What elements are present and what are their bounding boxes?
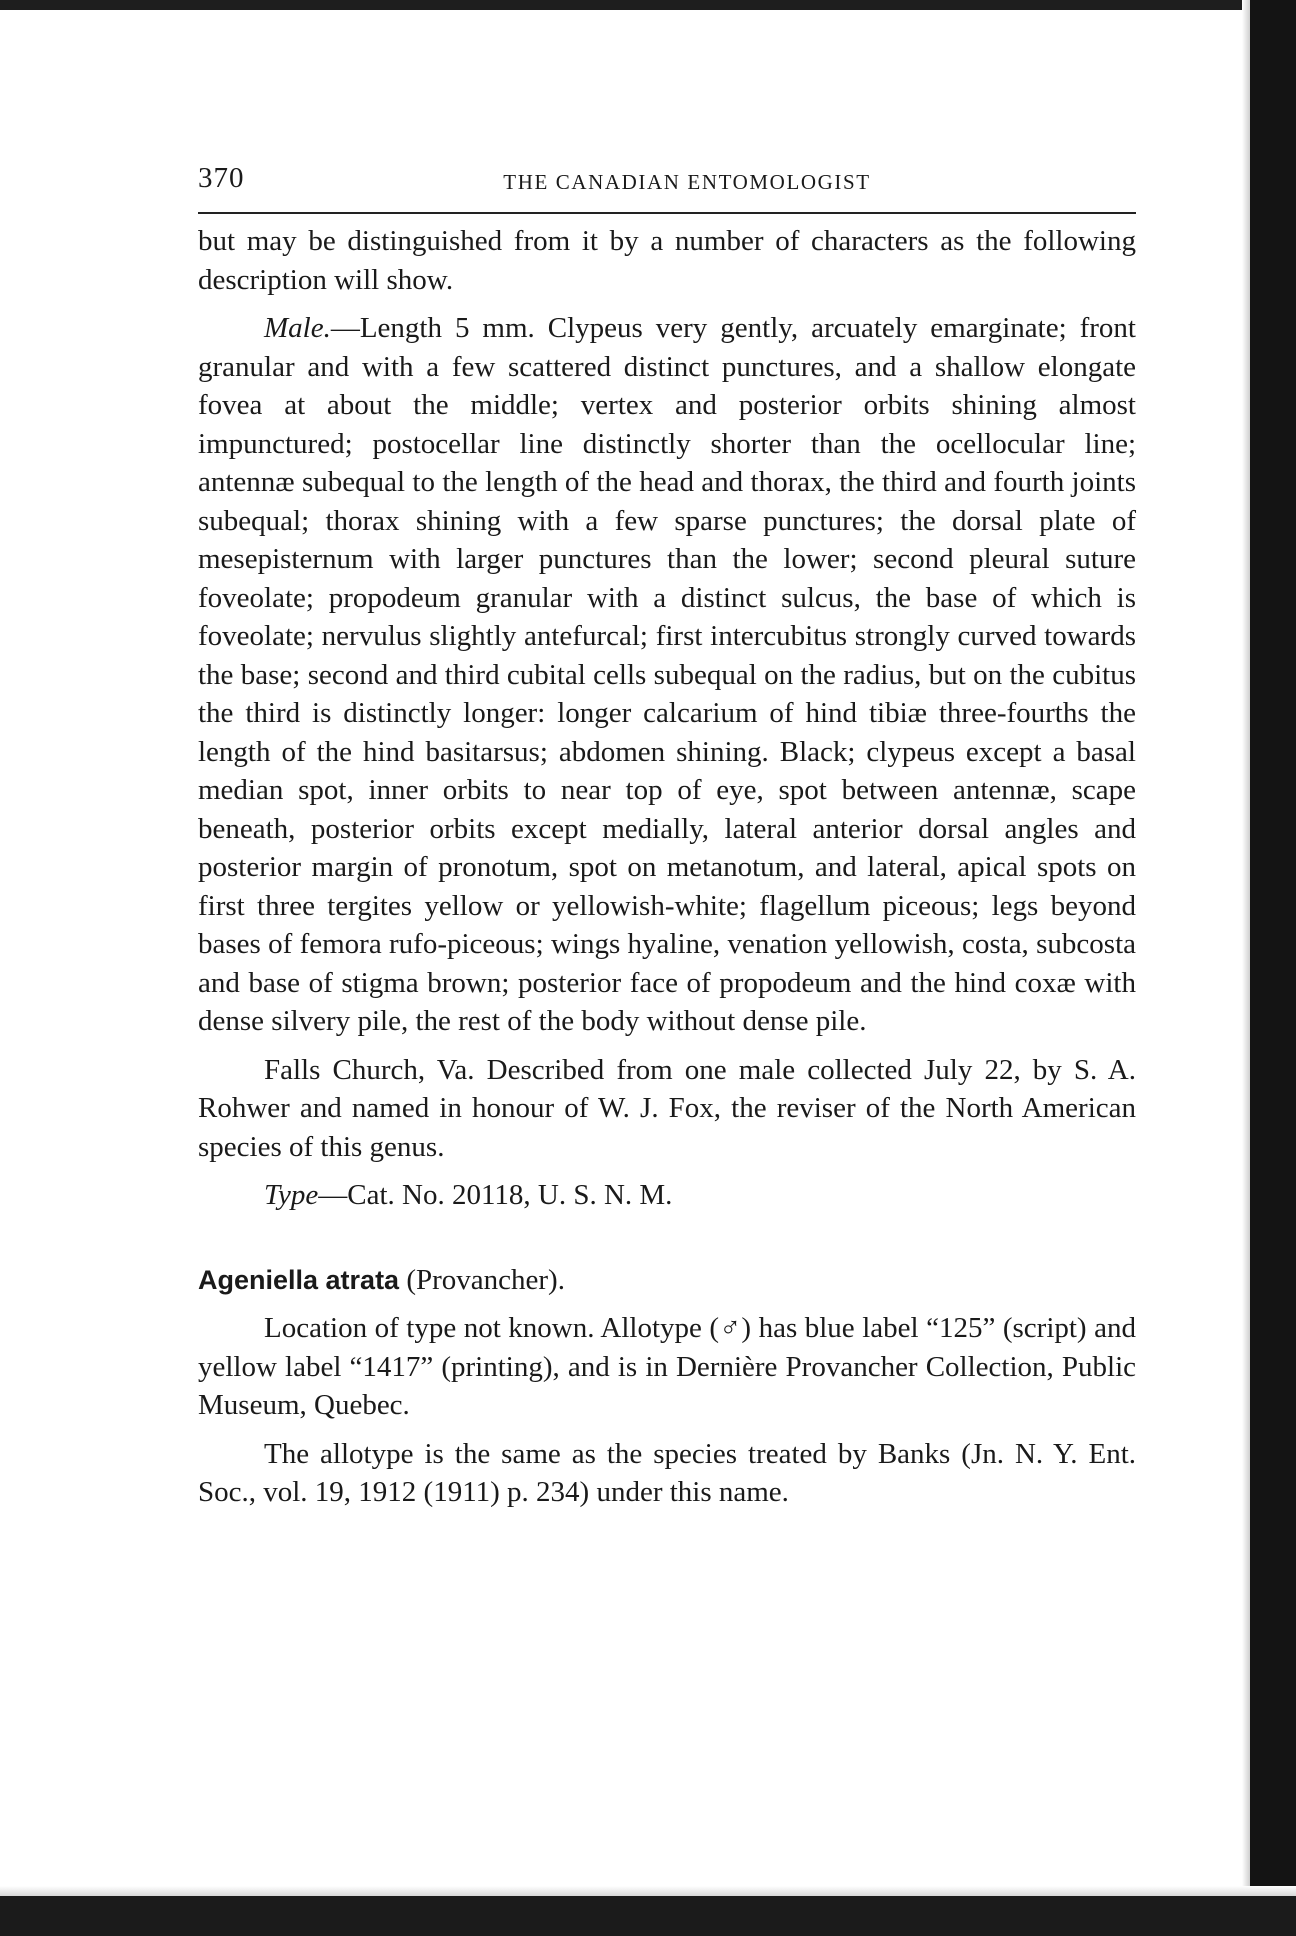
scan-border-right [1250, 0, 1296, 1936]
header-rule [198, 212, 1136, 214]
page-number: 370 [198, 162, 245, 194]
journal-title: THE CANADIAN ENTOMOLOGIST [503, 170, 871, 194]
species-heading [198, 1261, 1136, 1300]
male-description-text: —Length 5 mm. Clypeus very gently, arcuately emarginate; front granular and with a few scattered distinct punctures, and a shallow elongate fovea at about the middle; vertex and posterior orbits shining almost impunctured; postocellar line distinctly shorter than the ocellocular line; antennæ subequal to the length of the head and thorax, the third and fourth joints subequal; thorax shining with a few sparse punctures; the dorsal plate of mesepisternum with larger punctures than the lower; second pleural suture foveolate; propodeum granular with a distinct sulcus, the base of which is foveolate; nervulus slightly antefurcal; first intercubitus strongly curved towards the base; second and third cubital cells subequal on the radius, but on the cubitus the third is distinctly longer: longer calcarium of hind tibiæ three-fourths the length of the hind basitarsus; abdomen shining. Black; clypeus except a basal median spot, inner orbits to near top of eye, spot between antennæ, scape beneath, posterior orbits except medially, lateral anterior dorsal angles and posterior margin of pronotum, spot on metanotum, and lateral, apical spots on first three tergites yellow or yellowish-white; flagellum piceous; legs beyond bases of femora rufo-piceous; wings hyaline, venation yellowish, costa, subcosta and base of stigma brown; posterior face of propodeum and the hind coxæ with dense silvery pile, the rest of the body without dense pile. [198, 312, 1136, 1037]
male-description-paragraph [198, 309, 1136, 1041]
male-label: Male. [264, 312, 331, 344]
type-catalog-text: —Cat. No. 20118, U. S. N. M. [318, 1179, 673, 1211]
locality-paragraph: Falls Church, Va. Described from one male collected July 22, by S. A. Rohwer and named in honour of W. J. Fox, the reviser of the North American species of this genus. [198, 1053, 1136, 1163]
scan-shadow-bottom [0, 1886, 1296, 1896]
intro-paragraph: but may be distinguished from it by a number of characters as the following description will show. [198, 225, 1136, 296]
type-paragraph [198, 1176, 1136, 1215]
journal-page [198, 150, 1136, 1512]
scan-border-bottom [0, 1896, 1296, 1936]
type-location-paragraph: Location of type not known. Allotype (♂) has blue label “125” (script) and yellow label “1417” (printing), and is in Dernière Provancher Collection, Public Museum, Quebec. [198, 1312, 1136, 1421]
species-author: (Provancher). [399, 1263, 565, 1296]
allotype-paragraph: The allotype is the same as the species treated by Banks (Jn. N. Y. Ent. Soc., vol. 19, 1912 (1911) p. 234) under this name. [198, 1437, 1136, 1508]
scan-border-top [0, 0, 1296, 10]
species-name: Ageniella atrata [198, 1264, 400, 1295]
scan-shadow-right [1242, 0, 1250, 1936]
running-head [198, 150, 1136, 208]
type-label: Type [264, 1179, 319, 1211]
